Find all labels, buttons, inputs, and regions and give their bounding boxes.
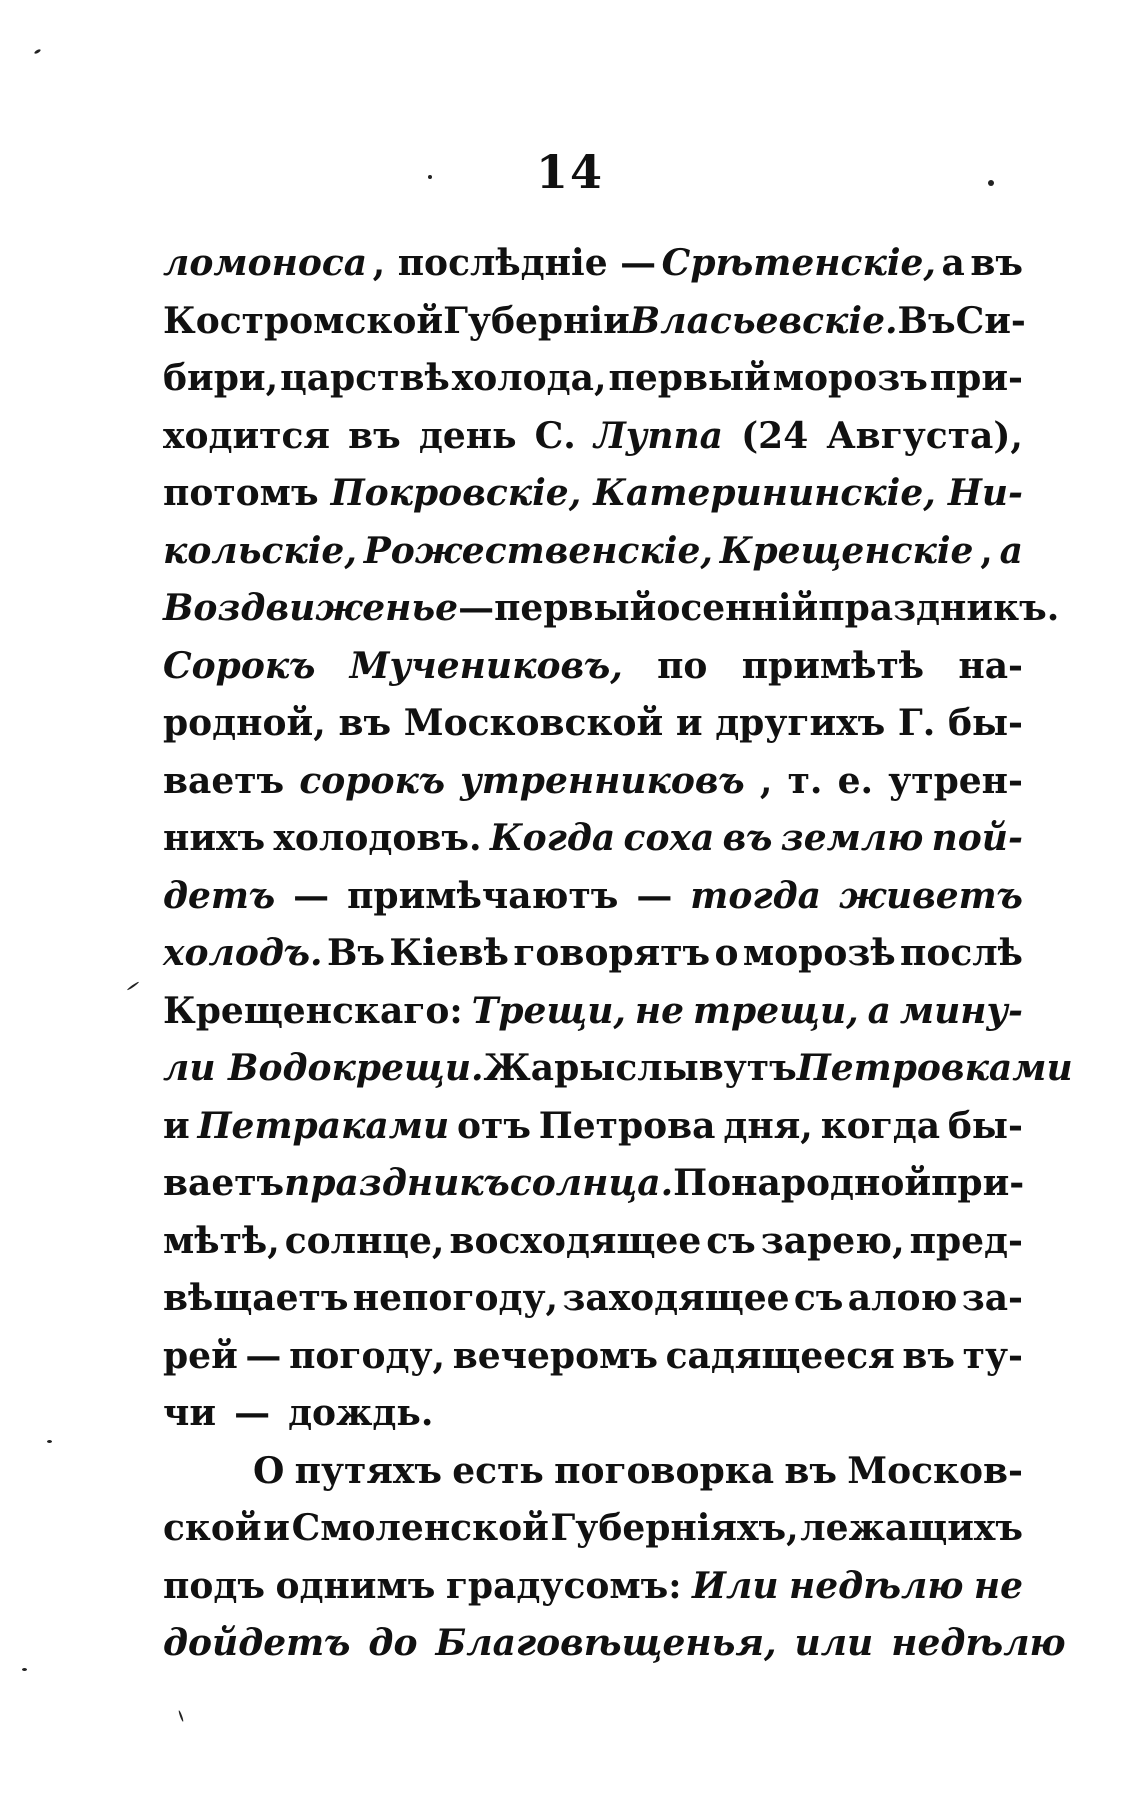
word: Августа), (826, 414, 1023, 457)
word: пой- (931, 817, 1023, 859)
word: путяхъ (294, 1449, 442, 1492)
word: бы- (947, 702, 1023, 744)
word: Катерининскіе, (593, 472, 936, 514)
word: о (714, 932, 739, 974)
word: въ (784, 1449, 837, 1492)
text-line (163, 983, 1023, 1041)
word: однимъ (275, 1564, 436, 1607)
word: слывутъ (615, 1047, 797, 1089)
word: лежащихъ (800, 1507, 1023, 1549)
word: алою (847, 1277, 958, 1319)
word: утрен- (888, 759, 1023, 802)
word: на- (958, 644, 1023, 687)
text-line (163, 1500, 1023, 1558)
word: е. (837, 759, 874, 802)
word: первый (608, 357, 771, 399)
word: съ (706, 1219, 756, 1262)
word: въ (902, 1334, 956, 1377)
word: пред- (909, 1219, 1023, 1262)
word: потомъ (163, 472, 319, 514)
text-line (163, 1328, 1023, 1386)
word: а (941, 242, 965, 284)
word: Си- (955, 299, 1026, 342)
word: праздникъ (284, 1162, 510, 1204)
word: Смоленской (291, 1507, 549, 1549)
word: Въ (897, 299, 956, 342)
word: родной, (163, 702, 326, 744)
page-number: 14 (535, 145, 604, 199)
word: , (759, 759, 773, 802)
word: день (418, 414, 517, 457)
word: трещи, (692, 989, 859, 1032)
word: ской (163, 1507, 262, 1549)
word: Жары (483, 1047, 616, 1089)
word: Въ (326, 932, 385, 974)
word: Губерніи (443, 299, 630, 342)
word: въ (348, 414, 401, 457)
text-line (163, 695, 1023, 753)
word: солнце, (284, 1219, 445, 1262)
word: землю (780, 817, 924, 859)
word: дождь. (288, 1392, 434, 1434)
word: непогоду, (352, 1277, 559, 1319)
word: морозъ (772, 357, 928, 399)
word: чи (163, 1392, 217, 1434)
word: Рожественскіе, (363, 529, 713, 572)
word: (24 (741, 414, 809, 457)
scan-speck (22, 1668, 27, 1671)
word: ваетъ (163, 1162, 285, 1204)
word: , послѣдніе — (372, 242, 657, 284)
word: морозѣ (742, 932, 896, 974)
text-line (163, 1443, 1023, 1501)
word: а (867, 989, 891, 1032)
word: детъ (163, 874, 276, 917)
word: тогда (690, 874, 821, 917)
word: Воздвиженье (163, 587, 459, 629)
word: съ (793, 1277, 844, 1319)
word: отъ (457, 1104, 531, 1147)
word: рей (163, 1334, 238, 1377)
word: или (794, 1622, 874, 1664)
word: зарею, (760, 1219, 905, 1262)
word: Луппа (593, 414, 723, 457)
word: а (999, 529, 1023, 572)
word: въ (338, 702, 392, 744)
word: Когда (489, 817, 616, 859)
word: вечеромъ (452, 1334, 658, 1377)
word: не (973, 1564, 1023, 1607)
word: примѣтѣ (741, 644, 925, 687)
scan-speck (428, 175, 432, 179)
word: ту- (962, 1334, 1023, 1377)
word: царствѣ (280, 357, 450, 399)
word: С. (534, 414, 576, 457)
word: Москов- (847, 1449, 1023, 1492)
word: поговорка (554, 1449, 775, 1492)
word: Петрова (538, 1104, 716, 1147)
word: вѣщаетъ (163, 1277, 349, 1319)
word: Срѣтенскіе, (661, 242, 936, 284)
word: холода, (451, 357, 607, 399)
scan-speck (34, 48, 42, 54)
word: Трещи, (471, 989, 626, 1032)
text-line (163, 1213, 1023, 1271)
word: Крещенскаго: (163, 989, 463, 1032)
word: холодовъ. (273, 817, 482, 859)
word: при- (929, 357, 1023, 399)
word: праздникъ. (818, 587, 1060, 629)
text-line (163, 1385, 1023, 1443)
word: О (253, 1449, 285, 1492)
word: Петраками (197, 1104, 450, 1147)
word: и (163, 1104, 190, 1147)
word: восходящее (449, 1219, 702, 1262)
word: соха (623, 817, 715, 859)
word: при- (931, 1162, 1025, 1204)
text-line (163, 465, 1023, 523)
word: Покровскіе, (330, 472, 582, 514)
word: заходящее (562, 1277, 790, 1319)
word: живетъ (838, 874, 1023, 917)
word: дойдетъ (163, 1622, 351, 1664)
word: садящееся (665, 1334, 895, 1377)
word: не (634, 989, 685, 1032)
word: до (368, 1622, 418, 1664)
word: Петровками (796, 1047, 1073, 1089)
text-line (163, 1270, 1023, 1328)
text-line (163, 868, 1023, 926)
text-line (163, 408, 1023, 466)
text-line (163, 810, 1023, 868)
word: — (245, 1334, 282, 1377)
word: недѣлю (789, 1564, 964, 1607)
word: Сорокъ (163, 644, 316, 687)
word: бы- (947, 1104, 1023, 1147)
word: есть (452, 1449, 544, 1492)
text-line (163, 1155, 1023, 1213)
word: сорокъ (299, 759, 445, 802)
word: градусомъ: (445, 1564, 682, 1607)
word: Костромской (163, 299, 444, 342)
scan-speck (127, 981, 140, 991)
word: говорятъ (513, 932, 711, 974)
word: — (234, 1392, 271, 1434)
word: Благовѣщенья, (435, 1622, 777, 1664)
word: — (293, 874, 330, 917)
scan-speck (178, 1710, 184, 1722)
word: т. (787, 759, 823, 802)
text-line (163, 638, 1023, 696)
word: въ (722, 817, 773, 859)
word: по (657, 644, 708, 687)
word: примѣчаютъ (347, 874, 619, 917)
word: — (636, 874, 673, 917)
word: По (673, 1162, 732, 1204)
word: Губерніяхъ, (550, 1507, 799, 1549)
word: осенній (656, 587, 819, 629)
word: Крещенскіе (719, 529, 974, 572)
word: утренниковъ (460, 759, 745, 802)
word: и (263, 1507, 290, 1549)
text-line (163, 293, 1026, 351)
word: за- (961, 1277, 1023, 1319)
word: Кіевѣ (389, 932, 509, 974)
word: Г. (897, 702, 936, 744)
word: погоду, (289, 1334, 446, 1377)
word: Мучениковъ, (349, 644, 623, 687)
word: подъ (163, 1564, 265, 1607)
word: Московской (403, 702, 664, 744)
word: ломоноса (163, 242, 368, 284)
word: Власьевскіе. (629, 299, 898, 342)
word: , (980, 529, 993, 572)
word: недѣлю (891, 1622, 1066, 1664)
word: Или (692, 1564, 779, 1607)
text-line (163, 1558, 1023, 1616)
word: другихъ (715, 702, 886, 744)
scan-speck (988, 180, 994, 186)
word: дня, (723, 1104, 813, 1147)
text-line (163, 350, 1023, 408)
text-line (163, 925, 1023, 983)
word: ваетъ (163, 759, 285, 802)
word: когда (820, 1104, 941, 1147)
text-line (163, 1040, 1073, 1098)
word: бири, (163, 357, 279, 399)
word: ли Водокрещи. (163, 1047, 484, 1089)
word: мину- (899, 989, 1023, 1032)
text-line (163, 523, 1023, 581)
word: — (458, 587, 495, 629)
word: Ни- (947, 472, 1023, 514)
text-line (163, 235, 1023, 293)
text-line (163, 1615, 1066, 1673)
word: солнца. (509, 1162, 674, 1204)
text-line (163, 753, 1023, 811)
word: послѣ (900, 932, 1023, 974)
text-line (163, 580, 1060, 638)
word: народной (731, 1162, 932, 1204)
word: и (675, 702, 703, 744)
word: мѣтѣ, (163, 1219, 280, 1262)
scan-speck (47, 1440, 52, 1443)
word: холодъ. (163, 932, 323, 974)
word: въ (970, 242, 1023, 284)
text-line (163, 1098, 1023, 1156)
word: первый (494, 587, 657, 629)
word: ходится (163, 414, 330, 457)
body-text (163, 235, 1073, 1673)
word: кольскіе, (163, 529, 357, 572)
word: нихъ (163, 817, 266, 859)
